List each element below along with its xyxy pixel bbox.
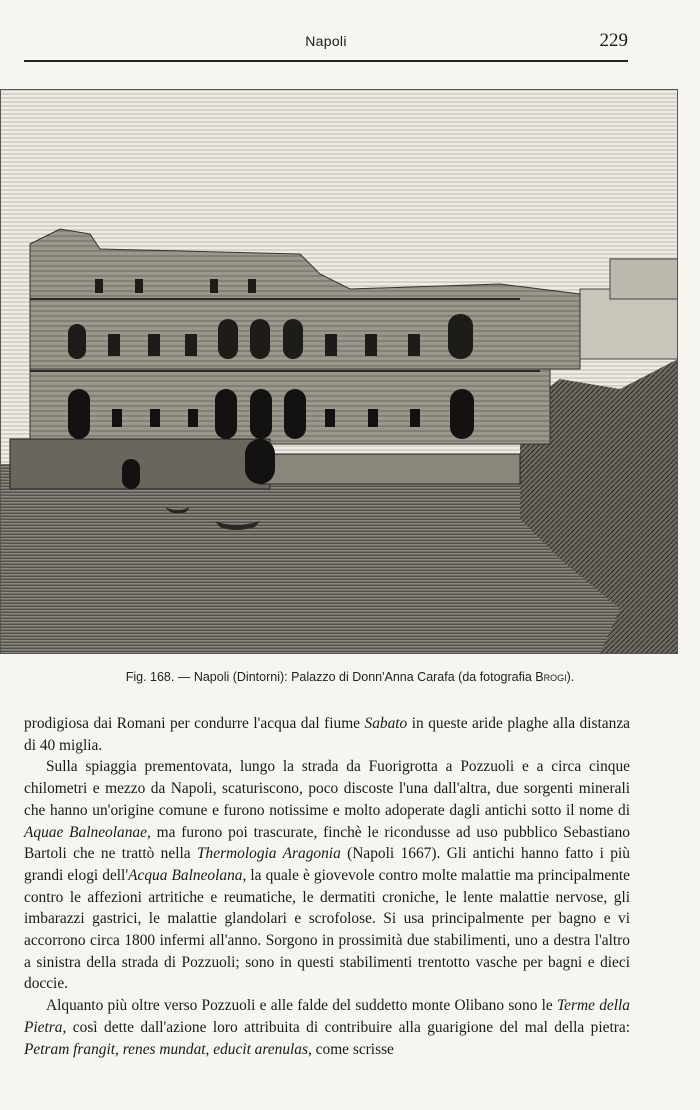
italic-run: Petram frangit, renes mundat, educit arenulas xyxy=(24,1040,308,1058)
paragraph-3 xyxy=(24,995,630,1060)
engraving-palazzo-donn-anna xyxy=(0,89,678,654)
body-text xyxy=(24,713,630,1060)
figure-label: Fig. 168. xyxy=(125,670,175,684)
caption-text: Napoli (Dintorni): Palazzo di Donn'Anna Carafa (da fotografia xyxy=(193,670,532,684)
text-run: in queste aride plaghe alla distanza di 40 miglia. xyxy=(24,715,630,754)
photo-credit: Brogi xyxy=(535,670,567,684)
page-number: 229 xyxy=(599,30,628,51)
running-title: Napoli xyxy=(305,33,347,49)
text-run: (Napoli 1667). Gli antichi hanno fatto i più grandi elogi dell' xyxy=(24,845,630,884)
text-run: Alquanto più oltre verso Pozzuoli e alle falde del suddetto monte Olibano sono le xyxy=(46,997,558,1015)
text-run: , come scrisse xyxy=(307,1040,394,1058)
paragraph-1 xyxy=(24,713,630,756)
italic-run: Sabato xyxy=(364,715,408,732)
figure-caption xyxy=(0,670,700,684)
text-run: , ma furono poi trascurate, finchè le ricondusse ad uso pubblico Sebastiano Bartoli che ne trattò nella xyxy=(24,823,630,863)
text-run: Sulla spiaggia prementovata, lungo la strada da Fuorigrotta a Pozzuoli e a circa cinque chilometri e mezzo da Napoli, scaturiscono, poco discoste l'una dall'altra, due sorgenti minerali che hanno un'origine comune e furono notissime e molto adoperate dagli antichi sotto il nome di xyxy=(24,758,630,819)
paragraph-2 xyxy=(24,756,630,995)
caption-close: ). xyxy=(566,670,575,684)
text-run: , la quale è giovevole contro molte malattie ma principalmente contro le affezioni artritiche e reumatiche, le dermatiti croniche, le lente malattie nervose, gli imbarazzi gastrici, le malattie glandolari e scrofolose. Si usa principalmente per bagno e vi accorrono circa 1800 infermi all'anno. Sorgono in prossimità due stabilimenti, uno a destra l'altro a sinistra della strada di Pozzuoli; sono in questi stabilimenti trentotto vasche per bagni e dieci doccie. xyxy=(24,866,631,993)
caption-dash: — xyxy=(177,670,191,684)
text-run: , così dette dall'azione loro attribuita di contribuire alla guarigione del mal della pietra: xyxy=(62,1018,630,1036)
text-run: prodigiosa dai Romani per condurre l'acqua dal fiume xyxy=(24,715,365,732)
italic-run: Acqua Balneolana xyxy=(128,866,243,884)
italic-run: Aquae Balneolanae xyxy=(24,823,147,841)
running-header xyxy=(24,30,628,54)
italic-run: Thermologia Aragonia xyxy=(196,845,341,863)
header-rule xyxy=(24,60,628,62)
italic-run: Terme della Pietra xyxy=(24,997,630,1036)
